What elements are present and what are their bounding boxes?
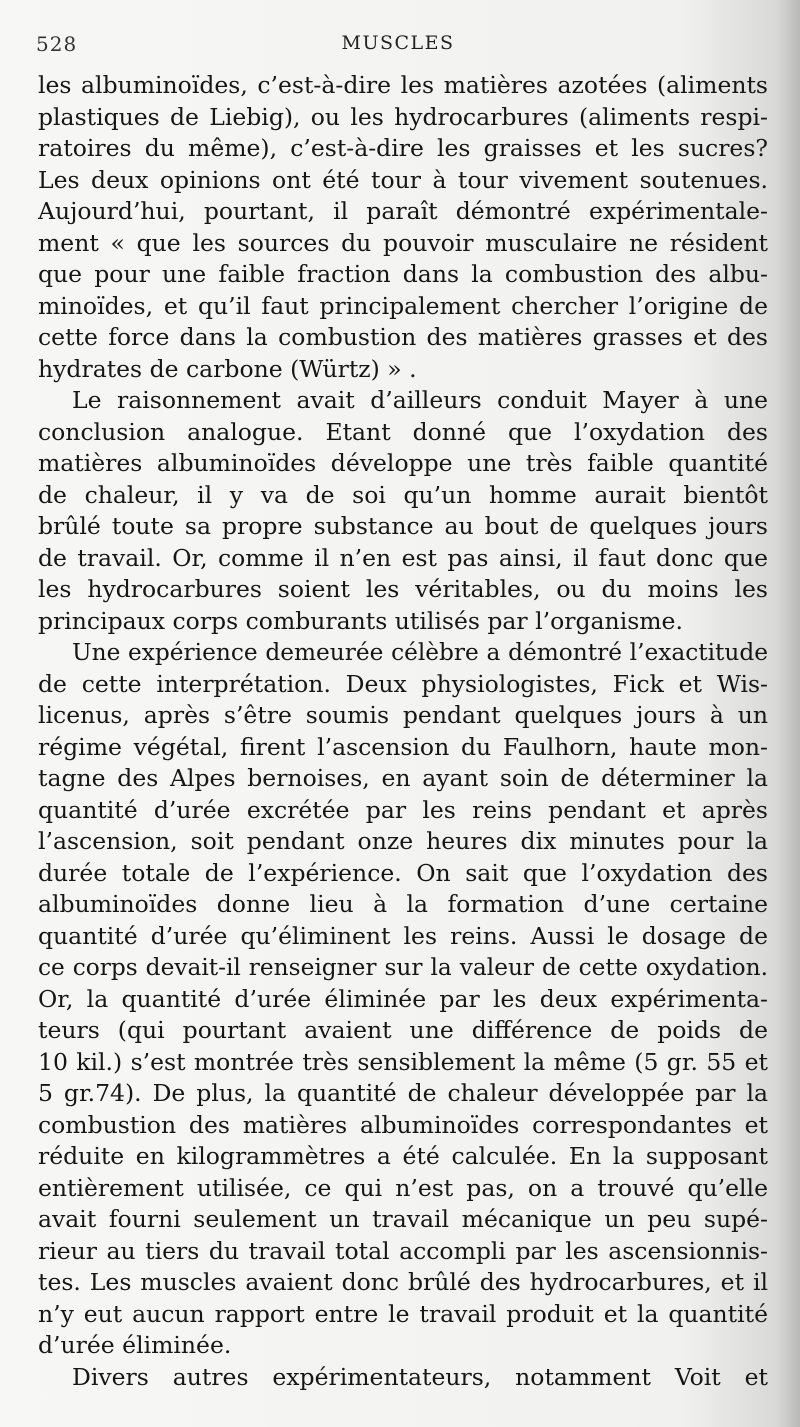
text-line: licenus, après s’être soumis pendant quelques jours à un bbox=[38, 701, 768, 729]
text-line: matières albuminoïdes développe une très faible quantité bbox=[38, 449, 768, 477]
text-line: les albuminoïdes, c’est-à-dire les matières azotées (aliments bbox=[38, 71, 768, 99]
paragraph-first-line: Une expérience demeurée célèbre a démontré l’exactitude bbox=[72, 639, 768, 666]
running-title: MUSCLES bbox=[341, 32, 455, 54]
text-line: minoïdes, et qu’il faut principalement chercher l’origine de bbox=[38, 291, 768, 320]
page-header bbox=[36, 32, 760, 62]
text-line: ment « que les sources du pouvoir musculaire ne résident bbox=[38, 228, 768, 257]
text-line: tagne des Alpes bernoises, en ayant soin de déterminer la bbox=[38, 764, 768, 792]
text-line: d’urée éliminée. bbox=[38, 1331, 232, 1359]
text-line: principaux corps comburants utilisés par l’organisme. bbox=[38, 606, 683, 635]
text-line: régime végétal, firent l’ascension du Faulhorn, haute mon- bbox=[38, 732, 768, 761]
text-line: ratoires du même), c’est-à-dire les graisses et les sucres? bbox=[38, 134, 768, 162]
page-number: 528 bbox=[36, 32, 78, 56]
text-line: Les deux opinions ont été tour à tour vivement soutenues. bbox=[38, 165, 768, 194]
body-text bbox=[38, 70, 768, 1393]
text-line: combustion des matières albuminoïdes correspondantes et bbox=[38, 1110, 768, 1139]
text-line: teurs (qui pourtant avaient une différence de poids de bbox=[38, 1016, 768, 1044]
text-line: quantité d’urée excrétée par les reins pendant et après bbox=[38, 795, 768, 824]
text-line: entièrement utilisée, ce qui n’est pas, on a trouvé qu’elle bbox=[38, 1173, 768, 1202]
text-line: que pour une faible fraction dans la combustion des albu- bbox=[38, 260, 768, 288]
text-line: avait fourni seulement un travail mécanique un peu supé- bbox=[38, 1205, 768, 1233]
text-line: tes. Les muscles avaient donc brûlé des hydrocarbures, et il bbox=[38, 1268, 768, 1296]
text-line: n’y eut aucun rapport entre le travail produit et la quantité bbox=[38, 1299, 768, 1328]
text-line: 10 kil.) s’est montrée très sensiblement la même (5 gr. 55 et bbox=[38, 1047, 768, 1076]
text-line: durée totale de l’expérience. On sait que l’oxydation des bbox=[38, 858, 768, 887]
text-line: plastiques de Liebig), ou les hydrocarbures (aliments respi- bbox=[38, 102, 768, 131]
paragraph-first-line: Le raisonnement avait d’ailleurs conduit Mayer à une bbox=[72, 386, 768, 414]
text-line: l’ascension, soit pendant onze heures dix minutes pour la bbox=[38, 827, 768, 855]
text-line: brûlé toute sa propre substance au bout de quelques jours bbox=[38, 512, 768, 540]
text-line: réduite en kilogrammètres a été calculée. En la supposant bbox=[38, 1142, 768, 1170]
text-line: les hydrocarbures soient les véritables, ou du moins les bbox=[38, 575, 768, 603]
text-line: albuminoïdes donne lieu à la formation d’une certaine bbox=[38, 890, 768, 918]
text-line: rieur au tiers du travail total accompli par les ascensionnis- bbox=[38, 1236, 768, 1265]
text-line: cette force dans la combustion des matières grasses et des bbox=[38, 323, 768, 351]
text-line: de travail. Or, comme il n’en est pas ainsi, il faut donc que bbox=[38, 543, 768, 572]
text-line: Or, la quantité d’urée éliminée par les deux expérimenta- bbox=[38, 984, 768, 1013]
text-line: conclusion analogue. Etant donné que l’oxydation des bbox=[38, 417, 768, 446]
paragraph-first-line: Divers autres expérimentateurs, notamment Voit et bbox=[72, 1362, 768, 1391]
text-line: Aujourd’hui, pourtant, il paraît démontré expérimentale- bbox=[38, 197, 768, 225]
text-line: 5 gr.74). De plus, la quantité de chaleur développée par la bbox=[38, 1079, 768, 1107]
text-line: quantité d’urée qu’éliminent les reins. Aussi le dosage de bbox=[38, 921, 768, 950]
text-line: de chaleur, il y va de soi qu’un homme aurait bientôt bbox=[38, 480, 768, 509]
text-line: de cette interprétation. Deux physiologistes, Fick et Wis- bbox=[38, 669, 768, 698]
text-line: hydrates de carbone (Würtz) » . bbox=[38, 354, 417, 383]
text-line: ce corps devait-il renseigner sur la valeur de cette oxydation. bbox=[38, 954, 768, 981]
